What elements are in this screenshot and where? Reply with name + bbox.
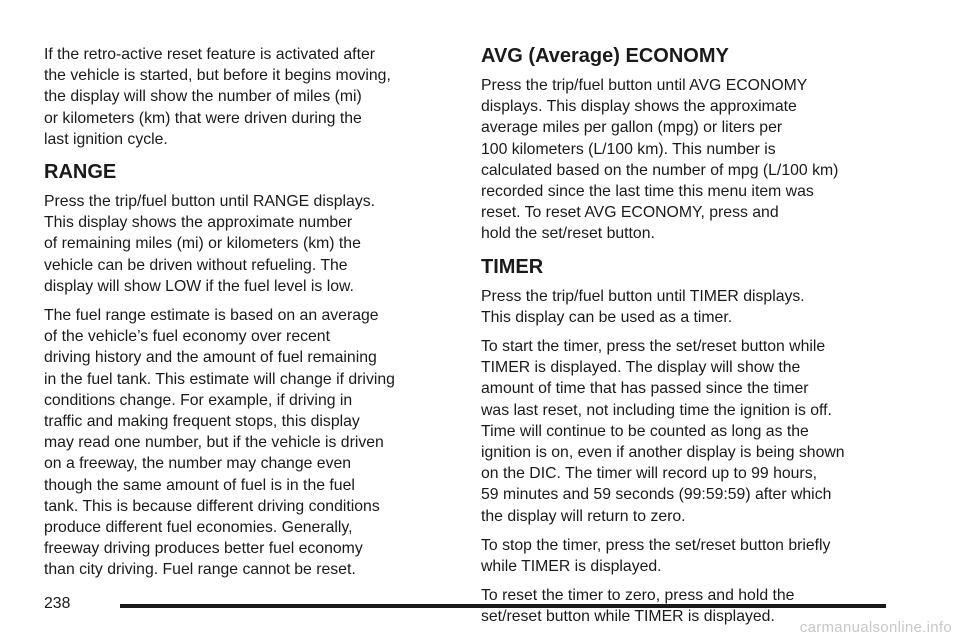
text-line: hold the set/reset button. <box>481 225 655 243</box>
text-line: 59 minutes and 59 seconds (99:59:59) after which <box>481 486 832 504</box>
text-line: display will show LOW if the fuel level is low. <box>44 277 354 295</box>
text-line: Press the trip/fuel button until TIMER displays. <box>481 287 805 305</box>
text-line: conditions change. For example, if driving in <box>44 391 353 409</box>
text-line: while TIMER is displayed. <box>481 558 662 576</box>
text-line: Press the trip/fuel button until RANGE displays. <box>44 193 376 211</box>
range-paragraph-1 <box>44 191 452 297</box>
text-line: tank. This is because different driving conditions <box>44 497 380 515</box>
timer-paragraph-1 <box>481 286 901 328</box>
range-heading: RANGE <box>44 161 117 184</box>
text-line: freeway driving produces better fuel economy <box>44 540 363 558</box>
text-line: displays. This display shows the approximate <box>481 98 797 116</box>
text-line: on a freeway, the number may change even <box>44 455 352 473</box>
text-line: To reset the timer to zero, press and hold the <box>481 587 795 605</box>
timer-paragraph-3 <box>481 535 901 577</box>
text-line: in the fuel tank. This estimate will change if driving <box>44 370 395 388</box>
text-line: of remaining miles (mi) or kilometers (km) the <box>44 235 361 253</box>
text-line: To start the timer, press the set/reset button while <box>481 338 826 356</box>
text-line: vehicle can be driven without refueling. The <box>44 256 348 274</box>
watermark: carmanualsonline.info <box>799 619 952 636</box>
text-line: the display will show the number of miles (mi) <box>44 88 362 106</box>
text-line: Press the trip/fuel button until AVG ECONOMY <box>481 77 808 94</box>
page-footer <box>44 592 886 616</box>
text-line: calculated based on the number of mpg (L/100 km) <box>481 161 839 179</box>
text-line: the vehicle is started, but before it begins moving, <box>44 67 391 85</box>
text-line: driving history and the amount of fuel remaining <box>44 349 377 367</box>
left-column <box>44 44 452 589</box>
text-line: reset. To reset AVG ECONOMY, press and <box>481 204 779 222</box>
timer-paragraph-2 <box>481 336 901 527</box>
text-line: may read one number, but if the vehicle is driven <box>44 434 384 452</box>
text-line: average miles per gallon (mpg) or liters per <box>481 119 783 137</box>
right-column <box>481 44 901 636</box>
text-line: traffic and making frequent stops, this display <box>44 413 360 431</box>
text-line: Time will continue to be counted as long as the <box>481 422 809 440</box>
text-line: on the DIC. The timer will record up to 99 hours, <box>481 465 817 483</box>
text-line: This display shows the approximate number <box>44 214 353 232</box>
text-line: This display can be used as a timer. <box>481 308 733 326</box>
text-line: recorded since the last time this menu item was <box>481 183 814 201</box>
intro-paragraph <box>44 44 452 150</box>
range-paragraph-2 <box>44 305 452 581</box>
page-number: 238 <box>44 595 71 612</box>
timer-heading: TIMER <box>481 255 544 278</box>
text-line: though the same amount of fuel is in the fuel <box>44 476 355 494</box>
text-line: of the vehicle’s fuel economy over recent <box>44 328 330 346</box>
text-line: set/reset button while TIMER is displayed. <box>481 608 775 626</box>
avg-economy-heading: AVG (Average) ECONOMY <box>481 45 729 67</box>
text-line: last ignition cycle. <box>44 130 168 148</box>
text-line: 100 kilometers (L/100 km). This number is <box>481 140 776 158</box>
text-line: produce different fuel economies. Generally, <box>44 519 353 537</box>
avg-economy-paragraph <box>481 75 901 245</box>
text-line: was last reset, not including time the ignition is off. <box>481 401 832 419</box>
text-line: TIMER is displayed. The display will show the <box>481 359 801 377</box>
text-line: To stop the timer, press the set/reset button briefly <box>481 536 831 554</box>
text-line: If the retro-active reset feature is activated after <box>44 46 376 63</box>
text-line: ignition is on, even if another display is being shown <box>481 444 845 462</box>
text-line: amount of time that has passed since the timer <box>481 380 809 398</box>
text-line: or kilometers (km) that were driven during the <box>44 109 362 127</box>
text-line: The fuel range estimate is based on an average <box>44 307 379 325</box>
footer-rule <box>120 604 886 608</box>
text-line: than city driving. Fuel range cannot be reset. <box>44 561 356 579</box>
text-line: the display will return to zero. <box>481 507 686 525</box>
